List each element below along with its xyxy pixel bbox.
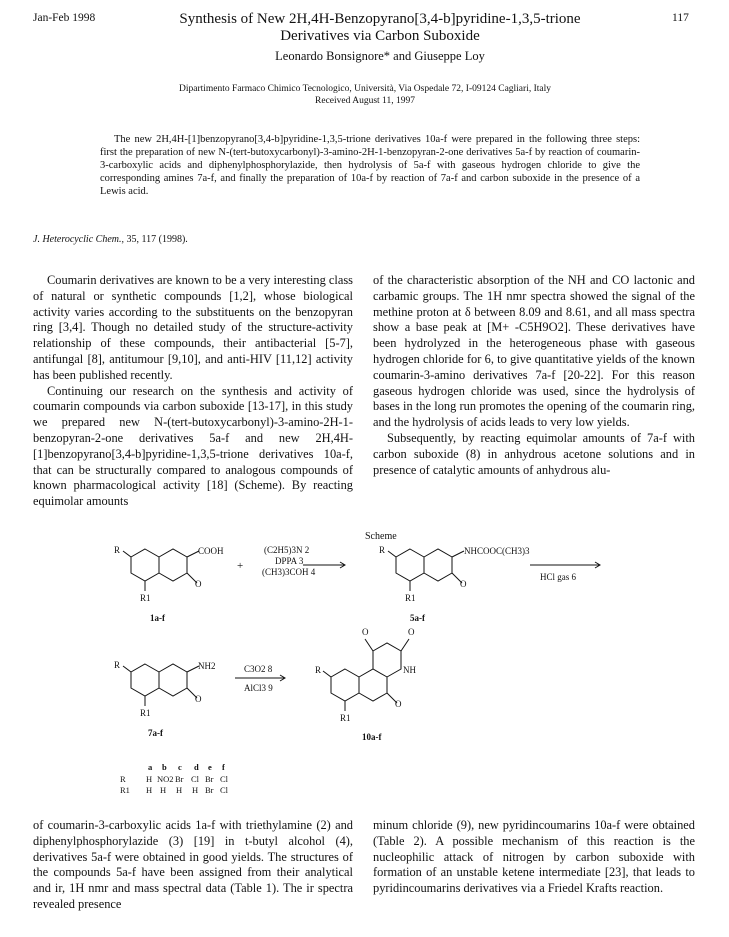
scheme-title: Scheme <box>365 531 397 542</box>
table-col-a: a <box>148 762 153 772</box>
left-paragraph-2: Continuing our research on the synthesis and activity of coumarin compounds via carbon suboxide [13-17], in this study we prepared new N-(tert-butoxycarbonyl)-3-amino-2H-1-benzopyran-2-one derivatives 5a-f and new 2H,4H-[1]benzopyrano[3,4-b]pyridine-1,3,5-trione derivatives 10a-f, that can be structurally compared to analogous compounds of known pharmacological activity [18] (Scheme). By reacting equimolar amounts <box>33 383 353 509</box>
c10-oxo-1: O <box>362 627 369 637</box>
paper-title <box>120 11 640 45</box>
title-line-2: Derivatives via Carbon Suboxide <box>280 28 480 44</box>
table-r1-b: H <box>160 785 167 795</box>
right-paragraph-1: of the characteristic absorption of the NH and CO lactonic and carbamic groups. The 1H nmr spectra showed the signal of the methine proton at δ between 8.09 and 8.61, and all mass spectra show a base peak at [M+ -C5H9O2]. These derivatives have been hydrolyzed in the heterogeneous phase with gaseous hydrogen chloride for 6, to give quantitative yields of the known coumarin-3-amino derivatives 7a-f [20-22]. For this reason gaseous hydrogen chloride was used, since the hydrolysis of bases in the long run promotes the opening of the coumarin ring, and the hydrolysis of acids leads to very low yields. <box>373 273 695 430</box>
compound-7-structure <box>123 664 199 706</box>
c7-oxo: O <box>195 694 202 704</box>
c1-r: R <box>114 545 121 555</box>
abstract: The new 2H,4H-[1]benzopyrano[3,4-b]pyridine-1,3,5-trione derivatives 10a-f were prepared in the following three steps: first the preparation of new N-(tert-butoxycarbonyl)-3-amino-2H-1-benzopyran-2-one derivatives 5a-f by reaction of coumarin-3-carboxylic acids and diphenylphosphorylazide, then hydrolysis of 5a-f with gaseous hydrogen chloride to give the corresponding amines 7a-f, and finally the preparation of 10a-f by reaction of 7a-f and carbon suboxide in the presence of a Lewis acid. <box>100 134 640 197</box>
page-number: 117 <box>672 12 689 24</box>
table-col-e: e <box>208 762 212 772</box>
c1-group: COOH <box>198 546 224 556</box>
c10-nh: NH <box>403 665 416 675</box>
substituent-table <box>120 762 229 795</box>
bottom-right-column <box>373 818 695 897</box>
citation-journal: J. Heterocyclic Chem., <box>33 234 124 245</box>
table-r-f: Cl <box>220 774 229 784</box>
c10-label: 10a-f <box>362 732 382 742</box>
citation-rest: 35, 117 (1998). <box>126 234 188 245</box>
plus-sign: + <box>237 560 244 572</box>
reagent-2: (C2H5)3N 2 <box>264 545 310 555</box>
received-date: Received August 11, 1997 <box>315 96 415 106</box>
table-row-r-label: R <box>120 774 126 784</box>
c1-label: 1a-f <box>150 613 165 623</box>
compound-1-structure <box>123 549 199 591</box>
right-paragraph-2: Subsequently, by reacting equimolar amounts of 7a-f with carbon suboxide (8) in anhydrous acetone solutions and in presence of catalytic amounts of anhydrous alu- <box>373 430 695 477</box>
table-col-b: b <box>162 762 167 772</box>
c5-r: R <box>379 545 386 555</box>
alcl3-reagent: AlCl3 9 <box>244 683 273 693</box>
bottom-left-column <box>33 818 353 913</box>
table-col-f: f <box>222 762 225 772</box>
c10-r1: R1 <box>340 713 351 723</box>
c1-oxo: O <box>195 579 202 589</box>
left-column <box>33 273 353 510</box>
c1-r1: R1 <box>140 593 151 603</box>
c10-oxo-3: O <box>408 627 415 637</box>
reaction-scheme <box>0 525 729 815</box>
affiliation <box>60 83 670 107</box>
c7-label: 7a-f <box>148 728 163 738</box>
bottom-right-paragraph: minum chloride (9), new pyridincoumarins 10a-f were obtained (Table 2). A possible mechanism of this reaction is the nucleophilic attack of nitrogen by carbon suboxide with formation of an unstable ketene intermediate [23], that leads to pyridincoumarins derivatives via a Friedel Krafts reaction. <box>373 818 695 896</box>
table-r1-e: Br <box>205 785 214 795</box>
affiliation-line: Dipartimento Farmaco Chimico Tecnologico, Università, Via Ospedale 72, I-09124 Cagliari, Italy <box>179 84 551 94</box>
table-r-c: Br <box>175 774 184 784</box>
table-r-a: H <box>146 774 153 784</box>
table-r-e: Br <box>205 774 214 784</box>
c5-r1: R1 <box>405 593 416 603</box>
hcl-reagent: HCl gas 6 <box>540 572 576 582</box>
c10-r: R <box>315 665 322 675</box>
table-r1-a: H <box>146 785 153 795</box>
right-column <box>373 273 695 478</box>
table-col-c: c <box>178 762 182 772</box>
c5-group: NHCOOC(CH3)3 <box>464 546 530 556</box>
running-date: Jan-Feb 1998 <box>33 12 96 24</box>
table-col-d: d <box>194 762 199 772</box>
left-paragraph-1: Coumarin derivatives are known to be a very interesting class of natural or synthetic compounds [1,2], whose biological activity varies according to the substituents on the benzopyran ring [3,4]. Though no detailed study of the structure-activity relationship of these compounds, their antibacterial [5-7], antifungal [8], antitumour [9,10], and anti-HIV [11,12] activity has been published recently. <box>33 273 353 382</box>
authors: Leonardo Bonsignore* and Giuseppe Loy <box>275 49 485 63</box>
bottom-left-paragraph: of coumarin-3-carboxylic acids 1a-f with triethylamine (2) and diphenylphosphorylazide (3) [19] in t-butyl alcohol (4), derivatives 5a-f were obtained in good yields. The structures of the compounds 5a-f have been assigned from their analytical and ir, 1H nmr and mass spectral data (Table 1). The ir spectra revealed presence <box>33 818 353 911</box>
c5-oxo: O <box>460 579 467 589</box>
citation <box>33 234 188 245</box>
table-r-d: Cl <box>191 774 200 784</box>
c7-r1: R1 <box>140 708 151 718</box>
table-r1-f: Cl <box>220 785 229 795</box>
c3o2-reagent: C3O2 8 <box>244 664 273 674</box>
c7-group: NH2 <box>198 661 216 671</box>
table-r1-d: H <box>192 785 199 795</box>
c5-label: 5a-f <box>410 613 425 623</box>
title-line-1: Synthesis of New 2H,4H-Benzopyrano[3,4-b]pyridine-1,3,5-trione <box>179 11 581 27</box>
table-r1-c: H <box>176 785 183 795</box>
c7-r: R <box>114 660 121 670</box>
reagent-4: (CH3)3COH 4 <box>262 567 316 577</box>
table-r-b: NO2 <box>157 774 174 784</box>
table-row-r1-label: R1 <box>120 785 130 795</box>
c10-oxo-5: O <box>395 699 402 709</box>
reagent-3: DPPA 3 <box>275 556 304 566</box>
compound-5-structure <box>388 549 464 591</box>
